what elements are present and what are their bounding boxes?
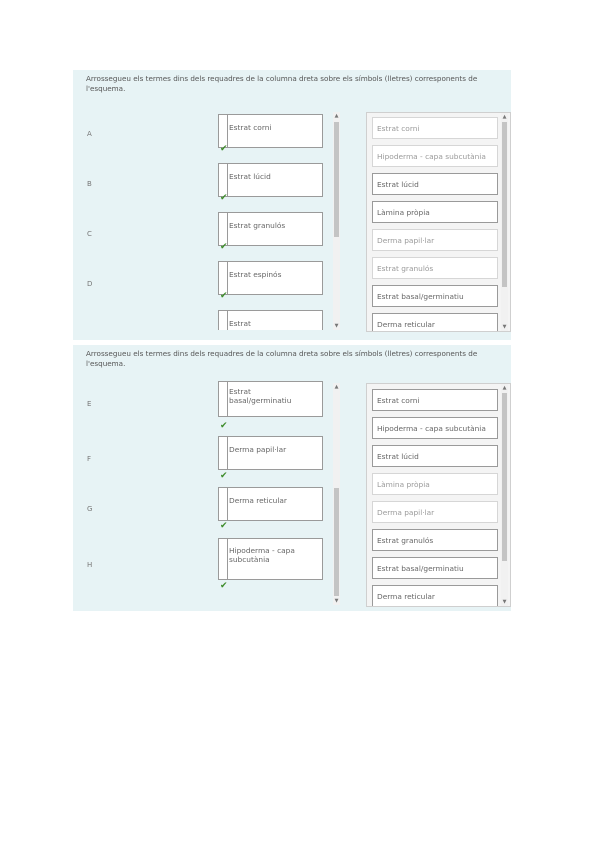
- choice-item[interactable]: Hipoderma - capa subcutània: [372, 145, 498, 167]
- choices-list: [366, 112, 511, 332]
- scroll-up-arrow[interactable]: ▲: [502, 385, 507, 391]
- choice-item[interactable]: Estrat corni: [372, 389, 498, 411]
- scroll-up-arrow[interactable]: ▲: [334, 113, 339, 119]
- drop-zone[interactable]: [218, 114, 323, 148]
- row-letter: C: [87, 230, 92, 238]
- placed-answer[interactable]: Estrat basal/germinatiu: [229, 387, 292, 405]
- choice-item[interactable]: Estrat granulós: [372, 257, 498, 279]
- check-icon: ✔: [220, 291, 228, 301]
- check-icon: ✔: [220, 144, 228, 154]
- check-icon: ✔: [220, 242, 228, 252]
- row-letter: B: [87, 180, 92, 188]
- choice-item[interactable]: Estrat basal/germinatiu: [372, 557, 498, 579]
- row-letter: D: [87, 280, 93, 288]
- scroll-down-arrow[interactable]: ▼: [502, 324, 507, 330]
- question-panel-2: [73, 345, 511, 611]
- check-icon: ✔: [220, 521, 228, 531]
- drop-column: [218, 108, 338, 330]
- choice-item[interactable]: Estrat lúcid: [372, 173, 498, 195]
- placed-answer[interactable]: Estrat lúcid: [229, 172, 271, 181]
- scrollbar-thumb[interactable]: [334, 122, 339, 237]
- check-icon: ✔: [220, 193, 228, 203]
- row-letter: F: [87, 455, 92, 463]
- drop-zone[interactable]: [218, 538, 323, 580]
- row-letter: G: [87, 505, 93, 513]
- row-letter: A: [87, 130, 92, 138]
- drop-zone[interactable]: [218, 261, 323, 295]
- question-instructions: Arrossegueu els termes dins dels requadres de la columna dreta sobre els símbols (lletres) corresponents de l'esquema.: [86, 349, 478, 368]
- question-instructions: Arrossegueu els termes dins dels requadres de la columna dreta sobre els símbols (lletres) corresponents de l'esquema.: [86, 74, 478, 93]
- row-letter: E: [87, 400, 92, 408]
- check-icon: ✔: [220, 581, 228, 591]
- placed-answer[interactable]: Estrat: [229, 319, 251, 328]
- drop-zone[interactable]: [218, 436, 323, 470]
- scrollbar-thumb[interactable]: [502, 122, 507, 287]
- check-icon: ✔: [220, 421, 228, 431]
- drop-column: [218, 381, 338, 607]
- drop-zone[interactable]: [218, 163, 323, 197]
- scrollbar-thumb[interactable]: [334, 488, 339, 596]
- drop-column-scrollbar[interactable]: [333, 112, 340, 330]
- choice-item[interactable]: Derma reticular: [372, 313, 498, 332]
- placed-answer[interactable]: Derma reticular: [229, 496, 287, 505]
- scrollbar-thumb[interactable]: [502, 393, 507, 561]
- drop-zone[interactable]: [218, 212, 323, 246]
- choice-item[interactable]: Làmina pròpia: [372, 201, 498, 223]
- scroll-up-arrow[interactable]: ▲: [334, 384, 339, 390]
- placed-answer[interactable]: Estrat espinós: [229, 270, 282, 279]
- drop-column-scrollbar[interactable]: [333, 383, 340, 605]
- choice-item[interactable]: Derma reticular: [372, 585, 498, 607]
- choice-item[interactable]: Estrat basal/germinatiu: [372, 285, 498, 307]
- choices-scrollbar[interactable]: [501, 384, 508, 606]
- choices-list: [366, 383, 511, 607]
- scroll-up-arrow[interactable]: ▲: [502, 114, 507, 120]
- placed-answer[interactable]: Hipoderma - capa subcutània: [229, 546, 295, 564]
- scroll-down-arrow[interactable]: ▼: [502, 599, 507, 605]
- row-letter: H: [87, 561, 93, 569]
- placed-answer[interactable]: Derma papil·lar: [229, 445, 287, 454]
- check-icon: ✔: [220, 471, 228, 481]
- choices-scrollbar[interactable]: [501, 113, 508, 331]
- choice-item[interactable]: Làmina pròpia: [372, 473, 498, 495]
- choice-item[interactable]: Hipoderma - capa subcutània: [372, 417, 498, 439]
- placed-answer[interactable]: Estrat granulós: [229, 221, 286, 230]
- choice-item[interactable]: Estrat granulós: [372, 529, 498, 551]
- drop-zone[interactable]: [218, 487, 323, 521]
- choice-item[interactable]: Derma papil·lar: [372, 229, 498, 251]
- placed-answer[interactable]: Estrat corni: [229, 123, 272, 132]
- drop-zone[interactable]: [218, 310, 323, 330]
- choice-item[interactable]: Estrat lúcid: [372, 445, 498, 467]
- choice-item[interactable]: Derma papil·lar: [372, 501, 498, 523]
- scroll-down-arrow[interactable]: ▼: [334, 323, 339, 329]
- choice-item[interactable]: Estrat corni: [372, 117, 498, 139]
- scroll-down-arrow[interactable]: ▼: [334, 598, 339, 604]
- drop-zone[interactable]: [218, 381, 323, 417]
- question-panel-1: [73, 70, 511, 340]
